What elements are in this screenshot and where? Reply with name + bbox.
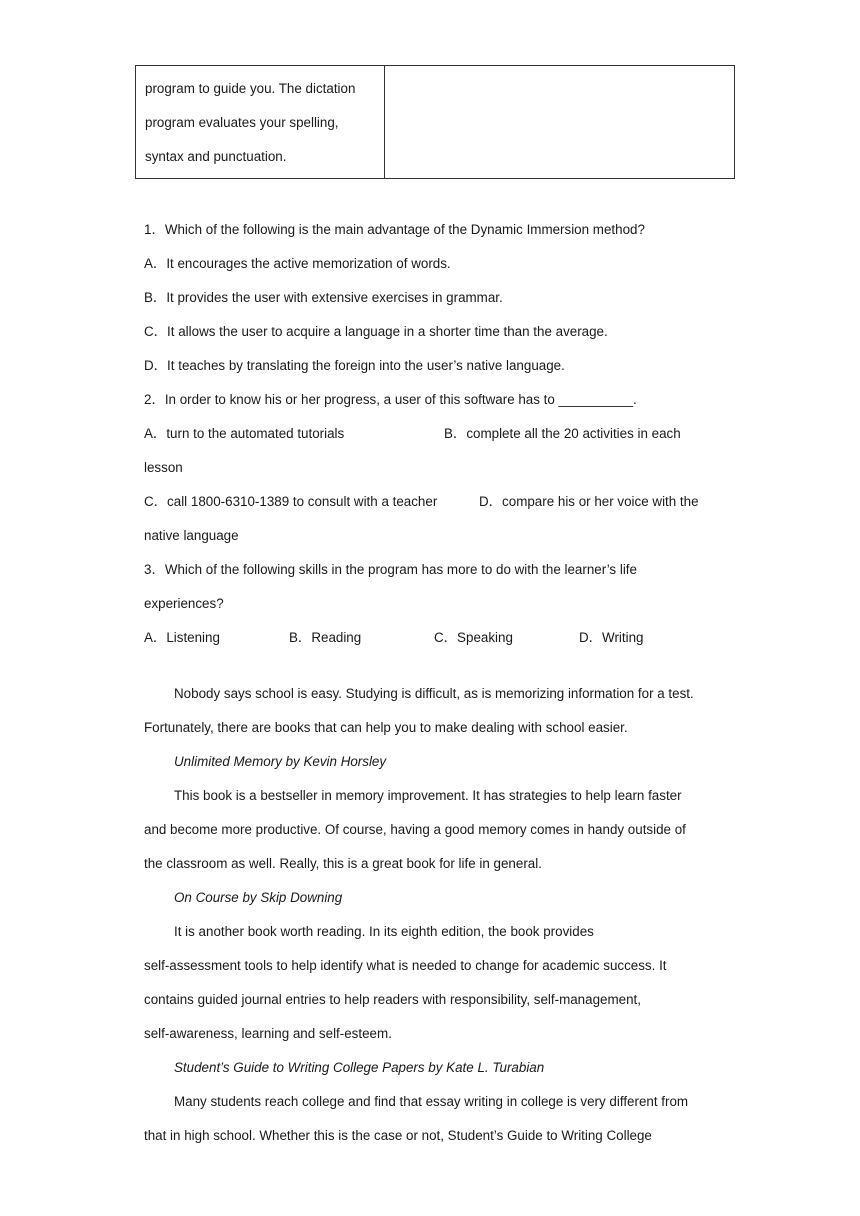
book3-text-line: that in high school. Whether this is the case or not, Student’s Guide to Writing College — [144, 1128, 652, 1143]
question-3-stem-line1: 3．Which of the following skills in the program has more to do with the learner’s life — [144, 562, 637, 577]
table-text-line: syntax and punctuation. — [145, 149, 287, 164]
section-gap — [144, 655, 724, 677]
question-2-option-a: A．turn to the automated tutorials — [144, 426, 345, 441]
book1-text-line: and become more productive. Of course, having a good memory comes in handy outside of — [144, 822, 686, 837]
question-1-option-c: C．It allows the user to acquire a language in a shorter time than the average. — [144, 324, 608, 339]
question-3-option-c: C．Speaking — [434, 630, 513, 645]
question-2-option-d: D．compare his or her voice with the — [479, 494, 699, 509]
question-2-option-c: C．call 1800-6310-1389 to consult with a teacher — [144, 494, 438, 509]
table-text-line: program to guide you. The dictation — [145, 81, 356, 96]
question-3-option-d: D．Writing — [579, 630, 644, 645]
book2-text-line: self-assessment tools to help identify what is needed to change for academic success. It — [144, 958, 667, 973]
question-3-options — [144, 621, 724, 655]
question-2-option-b-continued: lesson — [144, 460, 183, 475]
passage-intro-line2: Fortunately, there are books that can help you to make dealing with school easier. — [144, 720, 628, 735]
table-text-line: program evaluates your spelling, — [145, 115, 339, 130]
question-1-option-d: D．It teaches by translating the foreign into the user’s native language. — [144, 358, 565, 373]
question-2-stem: 2．In order to know his or her progress, a user of this software has to __________. — [144, 392, 637, 407]
question-2-options-ab — [144, 417, 724, 451]
book2-text-line: contains guided journal entries to help readers with responsibility, self-management, — [144, 992, 641, 1007]
book1-title: Unlimited Memory by Kevin Horsley — [174, 754, 387, 769]
table-cell-left — [136, 66, 385, 178]
question-2-option-b: B．complete all the 20 activities in each — [444, 426, 681, 441]
passage-intro-line1: Nobody says school is easy. Studying is difficult, as is memorizing information for a test. — [174, 686, 694, 701]
book2-text-line: self-awareness, learning and self-esteem. — [144, 1026, 392, 1041]
question-1-stem: 1．Which of the following is the main advantage of the Dynamic Immersion method? — [144, 222, 645, 237]
question-3-stem-line2: experiences? — [144, 596, 224, 611]
book1-text-line: This book is a bestseller in memory improvement. It has strategies to help learn faster — [174, 788, 682, 803]
table-cell-right — [385, 66, 734, 178]
question-2-option-d-continued: native language — [144, 528, 239, 543]
question-1-option-b: B．It provides the user with extensive exercises in grammar. — [144, 290, 503, 305]
question-3-option-b: B．Reading — [289, 630, 362, 645]
book2-text-line: It is another book worth reading. In its eighth edition, the book provides — [174, 924, 594, 939]
book3-title: Student’s Guide to Writing College Papers by Kate L. Turabian — [174, 1060, 545, 1075]
main-content — [144, 213, 724, 1153]
info-table — [135, 65, 735, 179]
book1-text-line: the classroom as well. Really, this is a great book for life in general. — [144, 856, 542, 871]
question-2-options-cd — [144, 485, 724, 519]
question-1-option-a: A．It encourages the active memorization of words. — [144, 256, 451, 271]
question-3-option-a: A．Listening — [144, 630, 220, 645]
book2-title: On Course by Skip Downing — [174, 890, 343, 905]
book3-text-line: Many students reach college and find that essay writing in college is very different from — [174, 1094, 689, 1109]
